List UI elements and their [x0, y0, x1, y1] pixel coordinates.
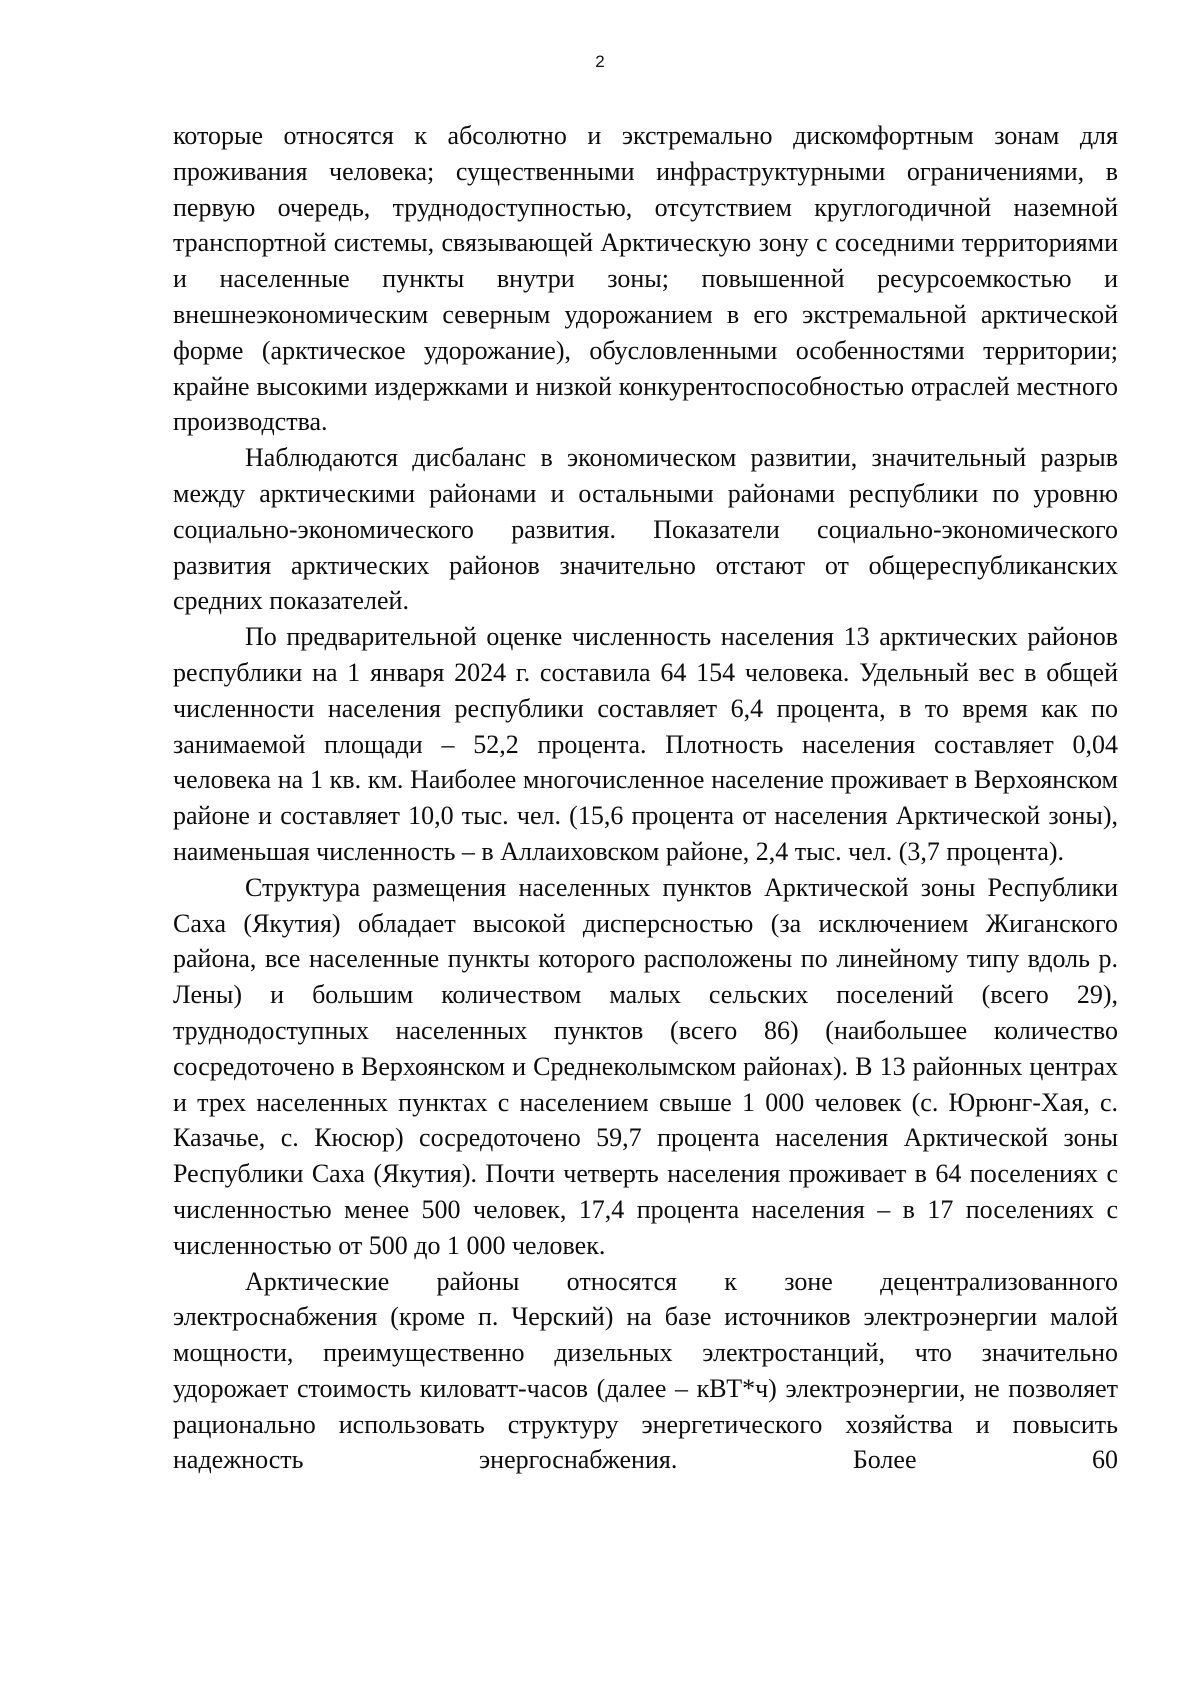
paragraph-population: По предварительной оценке численность населения 13 арктических районов республики на 1 января 2024 г. составила 64 154 человека. Удельный вес в общей численности населения республики составляет 6,4 процента, в то время как по занимаемой площади – 52,2 процента. Плотность населения составляет 0,04 человека на 1 кв. км. Наиболее многочисленное население проживает в Верхоянском районе и составляет 10,0 тыс. чел. (15,6 процента от населения Арктической зоны), наименьшая численность – в Аллаиховском районе, 2,4 тыс. чел. (3,7 процента). [173, 622, 1118, 866]
document-body [173, 118, 1118, 1478]
paragraph-economic-imbalance: Наблюдаются дисбаланс в экономическом развитии, значительный разрыв между арктическими районами и остальными районами республики по уровню социально-экономического развития. Показатели социально-экономического развития арктических районов значительно отстают от общереспубликанских средних показателей. [173, 443, 1118, 616]
paragraph-settlement-structure: Структура размещения населенных пунктов Арктической зоны Республики Саха (Якутия) обладает высокой дисперсностью (за исключением Жиганского района, все населенные пункты которого расположены по линейному типу вдоль р. Лены) и большим количеством малых сельских поселений (всего 29), труднодоступных населенных пунктов (всего 86) (наибольшее количество сосредоточено в Верхоянском и Среднеколымском районах). В 13 районных центрах и трех населенных пунктах с населением свыше 1 000 человек (с. Юрюнг-Хая, с. Казачье, с. Кюсюр) сосредоточено 59,7 процента населения Арктической зоны Республики Саха (Якутия). Почти четверть населения проживает в 64 поселениях с численностью менее 500 человек, 17,4 процента населения – в 17 поселениях с численностью от 500 до 1 000 человек. [173, 872, 1118, 1260]
page-number: 2 [595, 52, 605, 71]
paragraph-continuation: которые относятся к абсолютно и экстремально дискомфортным зонам для проживания человека; существенными инфраструктурными ограничениями, в первую очередь, труднодоступностью, отсутствием круглогодичной наземной транспортной системы, связывающей Арктическую зону с соседними территориями и населенные пункты внутри зоны; повышенной ресурсоемкостью и внешнеэкономическим северным удорожанием в его экстремальной арктической форме (арктическое удорожание), обусловленными особенностями территории; крайне высокими издержками и низкой конкурентоспособностью отраслей местного производства. [173, 121, 1118, 437]
paragraph-power-supply: Арктические районы относятся к зоне децентрализованного электроснабжения (кроме п. Черский) на базе источников электроэнергии малой мощности, преимущественно дизельных электростанций, что значительно удорожает стоимость киловатт-часов (далее – кВТ*ч) электроэнергии, не позволяет рационально использовать структуру энергетического хозяйства и повысить надежность энергоснабжения. Более 60 [173, 1266, 1118, 1475]
